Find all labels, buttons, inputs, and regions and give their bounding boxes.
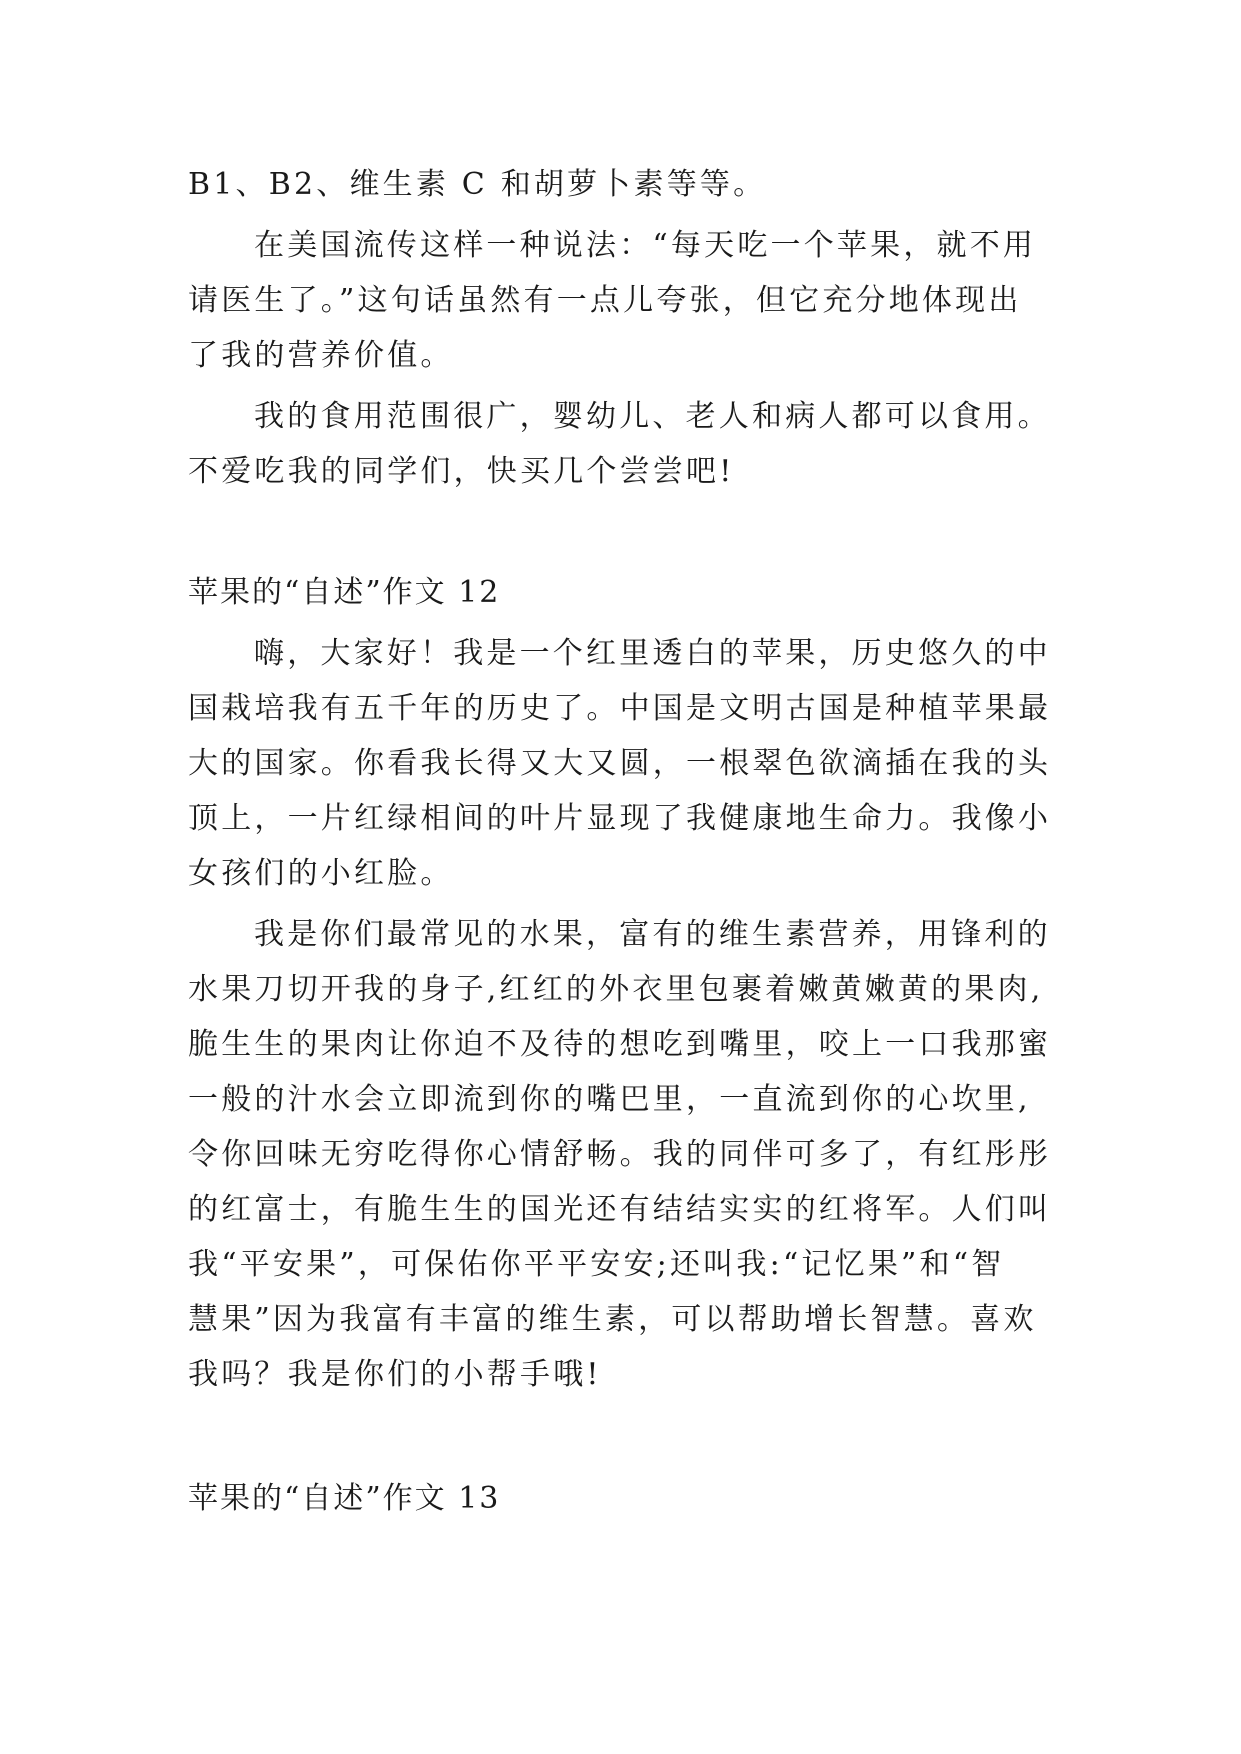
paragraph-line: 国栽培我有五千年的历史了。中国是文明古国是种植苹果最 (188, 691, 1052, 726)
paragraph-line: 女孩们的小红脸。 (188, 856, 454, 891)
paragraph-line: 大的国家。你看我长得又大又圆，一根翠色欲滴插在我的头 (188, 746, 1052, 781)
paragraph-line: 了我的营养价值。 (188, 338, 454, 373)
paragraph-line: 我吗？我是你们的小帮手哦! (188, 1357, 602, 1392)
paragraph-line: 我的食用范围很广，婴幼儿、老人和病人都可以食用。 (254, 399, 1051, 434)
paragraph-line: 我“平安果”，可保佑你平平安安;还叫我:“记忆果”和“智 (188, 1247, 1005, 1282)
section-title: 苹果的“自述”作文 13 (188, 1481, 501, 1516)
paragraph-line: 脆生生的果肉让你迫不及待的想吃到嘴里，咬上一口我那蜜 (188, 1027, 1052, 1062)
paragraph-line: 我是你们最常见的水果，富有的维生素营养，用锋利的 (254, 917, 1051, 952)
paragraph-line: 顶上，一片红绿相间的叶片显现了我健康地生命力。我像小 (188, 801, 1052, 836)
paragraph-line: B1、B2、维生素 C 和胡萝卜素等等。 (188, 167, 767, 202)
paragraph-line: 一般的汁水会立即流到你的嘴巴里，一直流到你的心坎里, (188, 1082, 1031, 1117)
paragraph-line: 的红富士，有脆生生的国光还有结结实实的红将军。人们叫 (188, 1192, 1052, 1227)
paragraph-line: 水果刀切开我的身子,红红的外衣里包裹着嫩黄嫩黄的果肉, (188, 972, 1044, 1007)
paragraph-line: 在美国流传这样一种说法：“每天吃一个苹果，就不用 (254, 228, 1037, 263)
paragraph-line: 令你回味无穷吃得你心情舒畅。我的同伴可多了，有红彤彤 (188, 1137, 1052, 1172)
section-title: 苹果的“自述”作文 12 (188, 575, 501, 610)
paragraph-line: 不爱吃我的同学们，快买几个尝尝吧! (188, 454, 735, 489)
paragraph-line: 请医生了。”这句话虽然有一点儿夸张，但它充分地体现出 (188, 283, 1022, 318)
paragraph-line: 嗨，大家好！我是一个红里透白的苹果，历史悠久的中 (254, 636, 1051, 671)
paragraph-line: 慧果”因为我富有丰富的维生素，可以帮助增长智慧。喜欢 (188, 1302, 1037, 1337)
